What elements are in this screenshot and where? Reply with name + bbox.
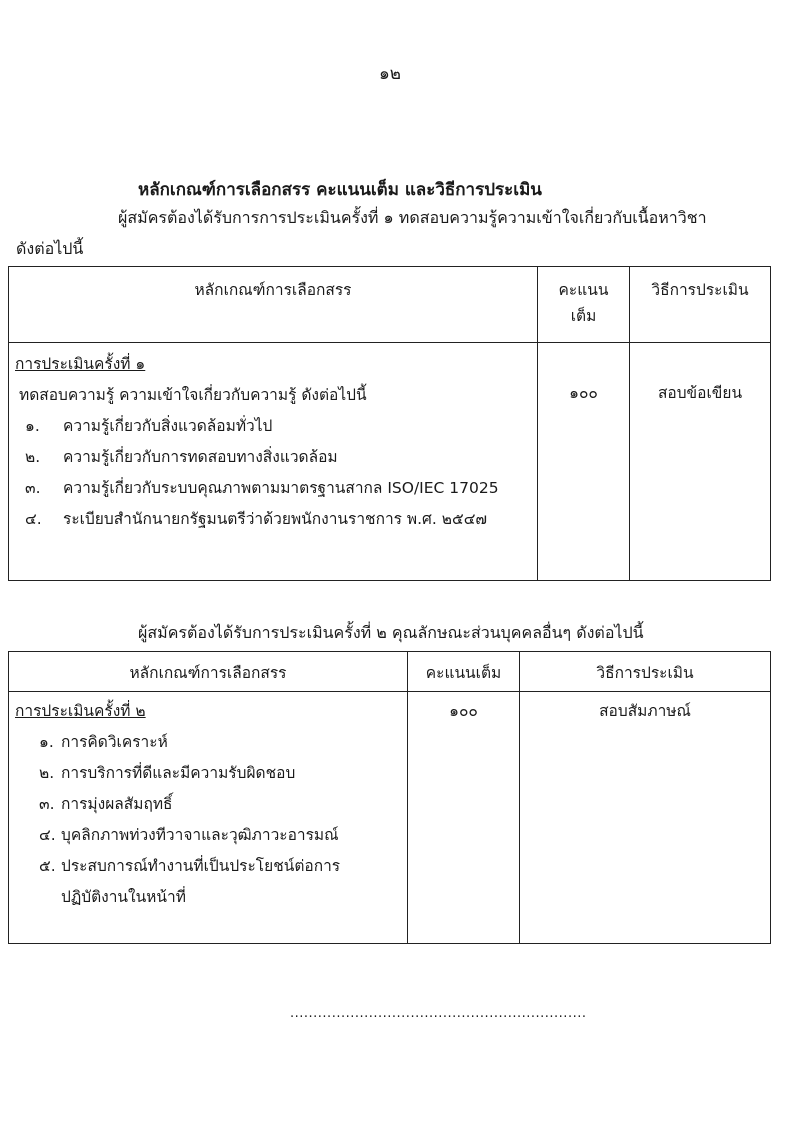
intro-1-line-1: ผู้สมัครต้องได้รับการการประเมินครั้งที่ ๑ ทดสอบความรู้ความเข้าใจเกี่ยวกับเนื้อหาวิชา <box>118 208 707 227</box>
table-1-description: ทดสอบความรู้ ความเข้าใจเกี่ยวกับความรู้ ดังต่อไปนี้ <box>19 386 367 404</box>
table-2-header-row <box>9 652 771 692</box>
list-item <box>15 789 403 820</box>
table-1-body-row <box>9 343 771 581</box>
list-item-text: ความรู้เกี่ยวกับสิ่งแวดล้อมทั่วไป <box>63 417 273 435</box>
list-item-continuation: ปฏิบัติงานในหน้าที่ <box>61 888 186 906</box>
list-item-number: ๔. <box>25 510 42 528</box>
list-item <box>15 727 403 758</box>
intro-2: ผู้สมัครต้องได้รับการประเมินครั้งที่ ๒ คุณลักษณะส่วนบุคคลอื่นๆ ดังต่อไปนี้ <box>138 623 644 642</box>
table-2-method-cell: สอบสัมภาษณ์ <box>520 692 771 944</box>
table-2-criteria-cell <box>9 692 408 944</box>
list-item <box>15 442 533 473</box>
table-1-method-cell: สอบข้อเขียน <box>630 343 771 581</box>
list-item-text: การมุ่งผลสัมฤทธิ์ <box>61 795 173 813</box>
table-1-header-score-line-1: คะแนน <box>558 281 609 299</box>
list-item <box>15 504 533 535</box>
list-item-number: ๓. <box>39 795 55 813</box>
table-2-score-cell: ๑๐๐ <box>408 692 520 944</box>
table-2-header-criteria: หลักเกณฑ์การเลือกสรร <box>9 652 408 692</box>
criteria-table-2 <box>8 651 771 944</box>
criteria-table-1 <box>8 266 771 581</box>
list-item-number: ๑. <box>39 733 54 751</box>
list-item-text: ระเบียบสำนักนายกรัฐมนตรีว่าด้วยพนักงานราชการ พ.ศ. ๒๕๔๗ <box>63 510 488 528</box>
section-heading: หลักเกณฑ์การเลือกสรร คะแนนเต็ม และวิธีการประเมิน <box>138 180 542 200</box>
list-item-text: การคิดวิเคราะห์ <box>61 733 168 751</box>
list-item-number: ๒. <box>25 448 41 466</box>
intro-1-line-2: ดังต่อไปนี้ <box>16 239 84 258</box>
table-2-round-title: การประเมินครั้งที่ ๒ <box>15 702 146 720</box>
list-item-text: ความรู้เกี่ยวกับระบบคุณภาพตามมาตรฐานสากล ISO/IEC 17025 <box>63 479 499 497</box>
list-item-text: บุคลิกภาพท่วงทีวาจาและวุฒิภาวะอารมณ์ <box>61 826 339 844</box>
table-1-score-cell: ๑๐๐ <box>538 343 630 581</box>
list-item <box>15 473 533 504</box>
table-1-criteria-cell <box>9 343 538 581</box>
list-item-text: ประสบการณ์ทำงานที่เป็นประโยชน์ต่อการ <box>61 857 341 875</box>
table-1-header-criteria: หลักเกณฑ์การเลือกสรร <box>9 267 538 343</box>
list-item <box>15 758 403 789</box>
table-1-round-title: การประเมินครั้งที่ ๑ <box>15 355 146 373</box>
list-item <box>15 411 533 442</box>
table-2-body-row <box>9 692 771 944</box>
list-item-number: ๑. <box>25 417 40 435</box>
list-item-number: ๕. <box>39 857 56 875</box>
list-item-number: ๔. <box>39 826 56 844</box>
footer-dotted-line: ................................................................ <box>290 1006 587 1021</box>
list-item <box>15 851 403 882</box>
page-number: ๑๒ <box>379 64 401 84</box>
table-1-header-score <box>538 267 630 343</box>
list-item-text: ความรู้เกี่ยวกับการทดสอบทางสิ่งแวดล้อม <box>63 448 338 466</box>
table-1-header-score-line-2: เต็ม <box>570 307 597 325</box>
table-2-header-method: วิธีการประเมิน <box>520 652 771 692</box>
list-item-text: การบริการที่ดีและมีความรับผิดชอบ <box>61 764 296 782</box>
list-item <box>15 820 403 851</box>
list-item-number: ๓. <box>25 479 41 497</box>
table-1-header-method: วิธีการประเมิน <box>630 267 771 343</box>
table-1-header-row <box>9 267 771 343</box>
list-item-number: ๒. <box>39 764 55 782</box>
table-2-header-score: คะแนนเต็ม <box>408 652 520 692</box>
